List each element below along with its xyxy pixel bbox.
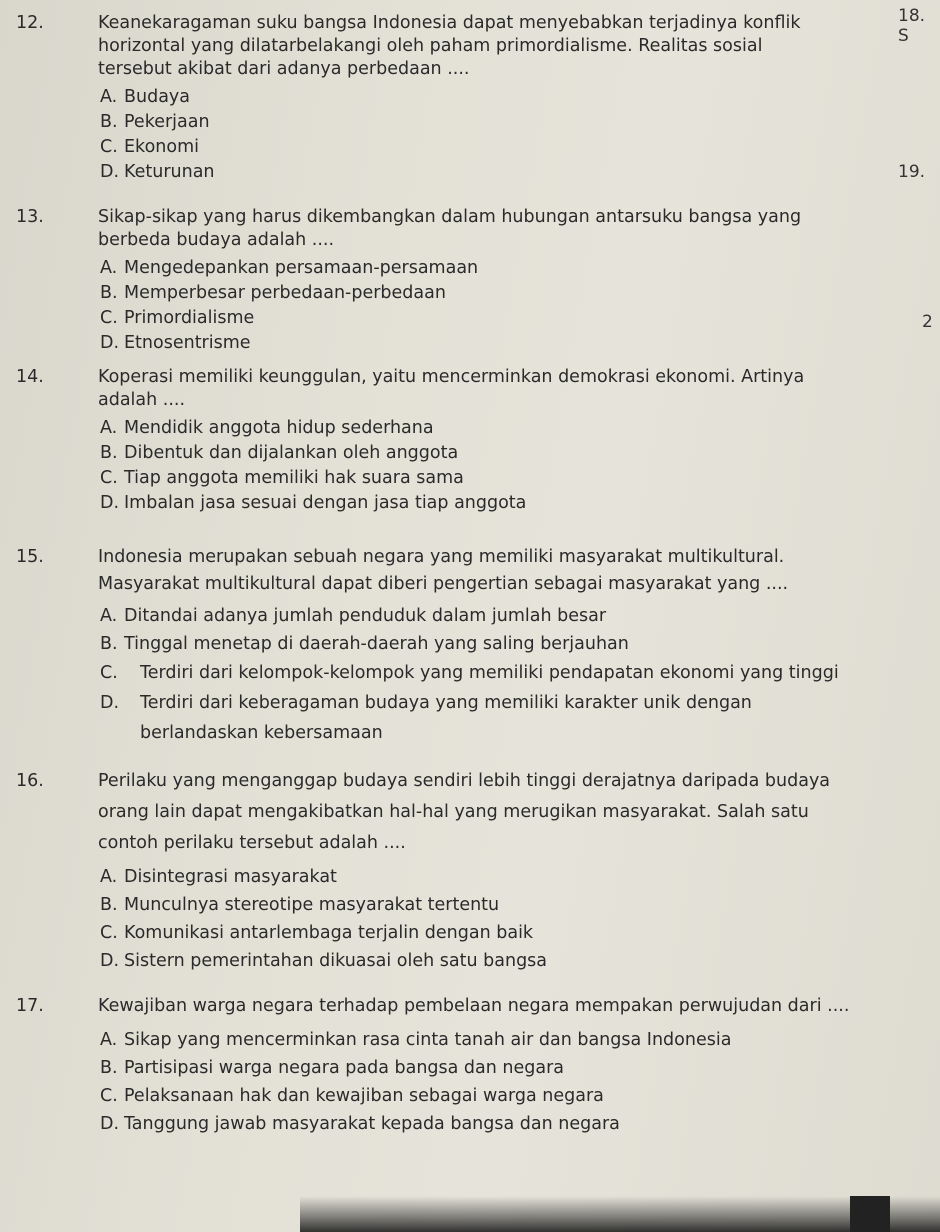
option-a[interactable]: A. Sikap yang mencerminkan rasa cinta tanah air dan bangsa Indonesia	[100, 1030, 732, 1050]
option-d[interactable]: D. Keturunan	[100, 162, 215, 182]
question-stem: 13. Sikap-sikap yang harus dikembangkan dalam hubungan antarsuku bangsa yang berbeda budaya adalah ....	[16, 207, 802, 250]
question-number: 15.	[16, 547, 44, 567]
options-list	[98, 602, 868, 748]
photo-edge-dark	[850, 1196, 890, 1232]
question-number: 16.	[16, 771, 44, 791]
photo-edge-shadow	[300, 1196, 940, 1232]
question-16	[16, 766, 868, 975]
options-list	[98, 416, 858, 516]
question-12	[16, 12, 818, 185]
option-b[interactable]: B. Dibentuk dan dijalankan oleh anggota	[100, 443, 459, 463]
option-a[interactable]: A. Budaya	[100, 87, 191, 107]
option-d[interactable]: D. Sistern pemerintahan dikuasai oleh satu bangsa	[100, 951, 548, 971]
option-a[interactable]: A. Mendidik anggota hidup sederhana	[100, 418, 434, 438]
options-list	[98, 863, 868, 975]
question-stem: 15. Indonesia merupakan sebuah negara yang memiliki masyarakat multikultural. Masyarakat multikultural dapat diberi pengertian sebagai masyarakat yang ....	[98, 544, 868, 598]
option-a[interactable]: A. Mengedepankan persamaan-persamaan	[100, 258, 479, 278]
option-d[interactable]: D. Imbalan jasa sesuai dengan jasa tiap anggota	[100, 493, 527, 513]
options-list	[98, 256, 858, 356]
option-b[interactable]: B. Partisipasi warga negara pada bangsa dan negara	[100, 1058, 565, 1078]
side-number-19: 19.	[898, 162, 926, 182]
option-d[interactable]: D. Terdiri dari keberagaman budaya yang memiliki karakter unik dengan berlandaskan kebersamaan	[100, 693, 752, 743]
side-number-18: 18. S	[898, 6, 926, 46]
question-stem: 14. Koperasi memiliki keunggulan, yaitu mencerminkan demokrasi ekonomi. Artinya adalah ....	[16, 367, 805, 410]
option-a[interactable]: A. Disintegrasi masyarakat	[100, 867, 337, 887]
question-number: 14.	[16, 367, 44, 387]
option-c[interactable]: C. Pelaksanaan hak dan kewajiban sebagai warga negara	[100, 1086, 604, 1106]
option-b[interactable]: B. Munculnya stereotipe masyarakat tertentu	[100, 895, 500, 915]
options-list	[98, 85, 818, 185]
side-number-20: 2	[922, 312, 933, 332]
option-b[interactable]: B. Tinggal menetap di daerah-daerah yang saling berjauhan	[100, 634, 629, 654]
question-14	[16, 366, 858, 516]
option-b[interactable]: B. Memperbesar perbedaan-perbedaan	[100, 283, 446, 303]
question-number: 12.	[16, 13, 44, 33]
question-stem: 17. Kewajiban warga negara terhadap pembelaan negara mempakan perwujudan dari ....	[98, 986, 868, 1026]
question-number: 17.	[16, 996, 44, 1016]
option-c[interactable]: C. Terdiri dari kelompok-kelompok yang memiliki pendapatan ekonomi yang tinggi	[100, 663, 839, 683]
option-a[interactable]: A. Ditandai adanya jumlah penduduk dalam jumlah besar	[100, 606, 607, 626]
option-c[interactable]: C. Ekonomi	[100, 137, 199, 157]
option-c[interactable]: C. Komunikasi antarlembaga terjalin dengan baik	[100, 923, 534, 943]
options-list	[98, 1026, 868, 1138]
question-stem: 16. Perilaku yang menganggap budaya sendiri lebih tinggi derajatnya daripada budaya orang lain dapat mengakibatkan hal-hal yang merugikan masyarakat. Salah satu contoh perilaku tersebut adalah ....	[98, 766, 868, 859]
question-15	[16, 544, 868, 748]
option-c[interactable]: C. Primordialisme	[100, 308, 255, 328]
question-17	[16, 986, 868, 1138]
option-d[interactable]: D. Tanggung jawab masyarakat kepada bangsa dan negara	[100, 1114, 620, 1134]
question-stem: 12. Keanekaragaman suku bangsa Indonesia dapat menyebabkan terjadinya konflik horizontal yang dilatarbelakangi oleh paham primordialisme. Realitas sosial tersebut akibat dari adanya perbedaan ....	[16, 13, 801, 79]
option-b[interactable]: B. Pekerjaan	[100, 112, 210, 132]
question-13	[16, 206, 858, 356]
option-c[interactable]: C. Tiap anggota memiliki hak suara sama	[100, 468, 464, 488]
option-d[interactable]: D. Etnosentrisme	[100, 333, 251, 353]
question-number: 13.	[16, 207, 44, 227]
